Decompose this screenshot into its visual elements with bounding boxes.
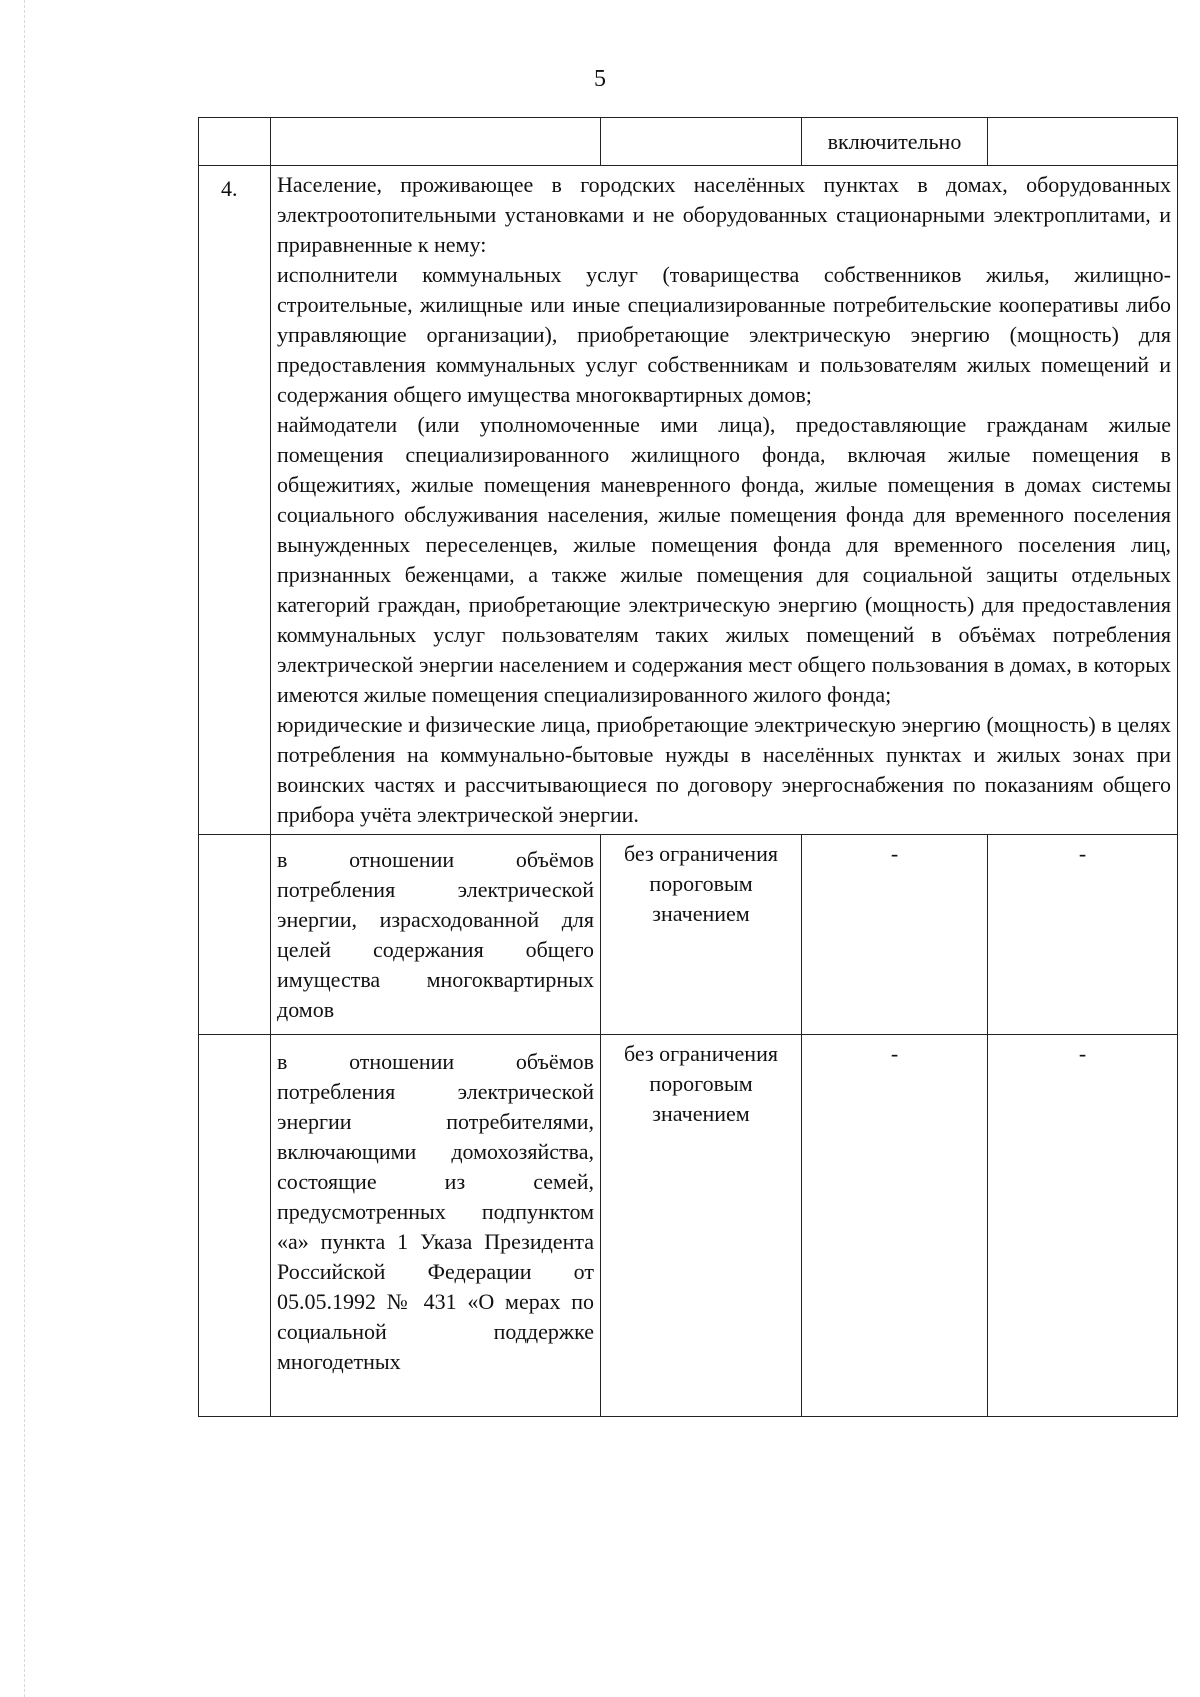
cell-empty [271, 118, 601, 166]
paragraph: исполнители коммунальных услуг (товарищества собственников жилья, жилищно-строительные, жилищные или иные специализированные потребительские кооперативы либо управляющие организации), приобретающие электрическую энергию (мощность) для предоставления коммунальных услуг собственникам и пользователям жилых помещений и содержания общего имущества многоквартирных домов; [277, 262, 1171, 407]
page-number: 5 [594, 66, 606, 92]
subrow-1-threshold: без ограничения пороговым значением [601, 835, 802, 1035]
table-row-subrow-1 [199, 835, 1178, 1035]
paragraph: Население, проживающее в городских населённых пунктах в домах, оборудованных электроотопительными установками и не оборудованных стационарными электроплитами, и приравненные к нему: [277, 172, 1171, 257]
subrow-text: в отношении объёмов потребления электрической энергии, израсходованной для целей содержания общего имущества многоквартирных домов [277, 847, 594, 1022]
subrow-2-threshold: без ограничения пороговым значением [601, 1035, 802, 1417]
subrow-2-col5: - [988, 1035, 1178, 1417]
cell-empty [988, 118, 1178, 166]
table-row-continuation [199, 118, 1178, 166]
row-number: 4. [199, 166, 271, 835]
table-row-subrow-2 [199, 1035, 1178, 1417]
cell-inclusive: включительно [802, 118, 988, 166]
cell-empty [199, 1035, 271, 1417]
paragraph: наймодатели (или уполномоченные ими лица), предоставляющие гражданам жилые помещения специализированного жилищного фонда, включая жилые помещения в общежитиях, жилые помещения маневренного фонда, жилые помещения в домах системы социального обслуживания населения, жилые помещения фонда для временного поселения вынужденных переселенцев, жилые помещения фонда для временного поселения лиц, признанных беженцами, а также жилые помещения для социальной защиты отдельных категорий граждан, приобретающие электрическую энергию (мощность) для предоставления коммунальных услуг пользователям таких жилых помещений в объёмах потребления электрической энергии населением и содержания мест общего пользования в домах, в которых имеются жилые помещения специализированного жилого фонда; [277, 412, 1171, 707]
tariff-table [198, 117, 1178, 1417]
subrow-text: в отношении объёмов потребления электрической энергии потребителями, включающими домохозяйства, состоящие из семей, предусмотренных подпунктом «а» пункта 1 Указа Президента Российской Федерации от 05.05.1992 № 431 «О мерах по социальной поддержке многодетных [277, 1049, 594, 1374]
cell-empty [199, 118, 271, 166]
row-4-description [271, 166, 1178, 835]
cell-empty [601, 118, 802, 166]
subrow-2-col4: - [802, 1035, 988, 1417]
scan-edge-line [24, 0, 25, 1697]
subrow-1-description [271, 835, 601, 1035]
subrow-1-col4: - [802, 835, 988, 1035]
cell-empty [199, 835, 271, 1035]
paragraph: юридические и физические лица, приобретающие электрическую энергию (мощность) в целях потребления на коммунально-бытовые нужды в населённых пунктах и жилых зонах при воинских частях и рассчитывающиеся по договору энергоснабжения по показаниям общего прибора учёта электрической энергии. [277, 712, 1171, 827]
table-row-4 [199, 166, 1178, 835]
subrow-1-col5: - [988, 835, 1178, 1035]
subrow-2-description [271, 1035, 601, 1417]
